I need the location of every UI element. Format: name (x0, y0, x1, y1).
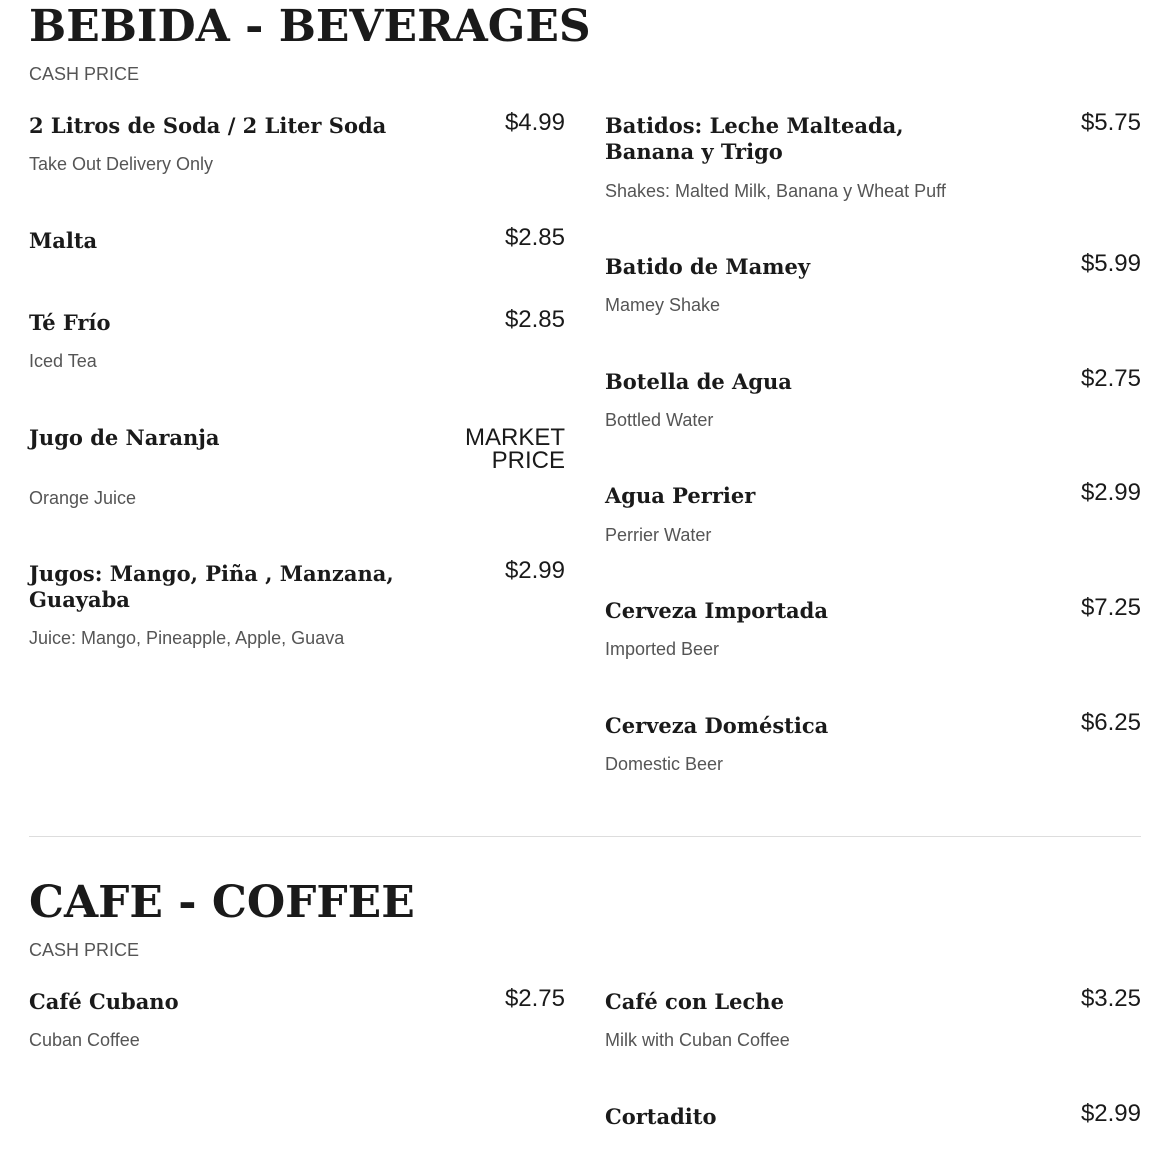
item-description: Cuban Coffee (29, 1030, 140, 1050)
item-description: Perrier Water (605, 525, 712, 545)
item-description: Iced Tea (29, 351, 97, 371)
item-price: $2.99 (1080, 1100, 1141, 1127)
item-description: Orange Juice (29, 488, 137, 508)
item-price: $2.85 (504, 306, 565, 333)
item-name: Té Frío (29, 310, 111, 335)
item-description: Mamey Shake (605, 295, 721, 315)
item-price: $2.75 (1080, 365, 1141, 392)
item-description: Domestic Beer (605, 754, 724, 774)
coffee-subtitle: CASH PRICE (29, 940, 140, 960)
item-description: Bottled Water (605, 410, 714, 430)
menu-item[interactable] (605, 594, 1141, 659)
menu-item[interactable] (29, 985, 565, 1050)
menu-item[interactable] (605, 985, 1141, 1050)
item-price: $2.85 (504, 224, 565, 251)
item-price: $2.75 (504, 985, 565, 1012)
item-price: $3.25 (1080, 985, 1141, 1012)
item-price: $5.75 (1080, 109, 1141, 136)
item-price: $4.99 (504, 109, 565, 136)
section-divider (29, 836, 1141, 837)
beverages-title: BEBIDA - BEVERAGES (29, 1, 591, 52)
menu-item[interactable] (29, 306, 565, 371)
menu-item[interactable] (605, 1100, 1141, 1130)
menu-item[interactable] (605, 250, 1141, 315)
menu-item[interactable] (605, 709, 1141, 774)
item-name: Malta (29, 228, 98, 253)
item-name: Cerveza Importada (605, 598, 828, 623)
item-name: Agua Perrier (605, 483, 756, 508)
item-name: 2 Litros de Soda / 2 Liter Soda (29, 113, 387, 138)
item-price: $6.25 (1080, 709, 1141, 736)
item-name: Jugos: Mango, Piña , Manzana, Guayaba (29, 561, 394, 612)
menu-item[interactable] (605, 365, 1141, 430)
item-name: Botella de Agua (605, 369, 792, 394)
item-price: MARKET PRICE (464, 424, 565, 474)
menu-item[interactable] (29, 109, 565, 174)
item-name: Batidos: Leche Malteada, Banana y Trigo (605, 113, 904, 164)
item-description: Milk with Cuban Coffee (605, 1030, 790, 1050)
menu-item[interactable] (605, 109, 1141, 201)
item-name: Café con Leche (605, 989, 784, 1014)
item-name: Café Cubano (29, 989, 179, 1014)
menu-item[interactable] (29, 424, 565, 508)
item-name: Batido de Mamey (605, 254, 811, 279)
item-price: $7.25 (1080, 594, 1141, 621)
menu-item[interactable] (605, 479, 1141, 545)
item-description: Take Out Delivery Only (29, 154, 214, 174)
item-price: $5.99 (1080, 250, 1141, 277)
item-price: $2.99 (1080, 479, 1141, 506)
item-description: Juice: Mango, Pineapple, Apple, Guava (29, 628, 345, 648)
item-name: Cerveza Doméstica (605, 713, 829, 738)
item-name: Jugo de Naranja (29, 425, 220, 450)
item-name: Cortadito (605, 1104, 717, 1129)
beverages-subtitle: CASH PRICE (29, 64, 140, 84)
menu-item[interactable] (29, 224, 565, 254)
menu-item[interactable] (29, 557, 565, 648)
coffee-title: CAFE - COFFEE (29, 877, 415, 928)
item-price: $2.99 (504, 557, 565, 584)
item-description: Imported Beer (605, 639, 720, 659)
item-description: Shakes: Malted Milk, Banana y Wheat Puff (605, 181, 946, 201)
